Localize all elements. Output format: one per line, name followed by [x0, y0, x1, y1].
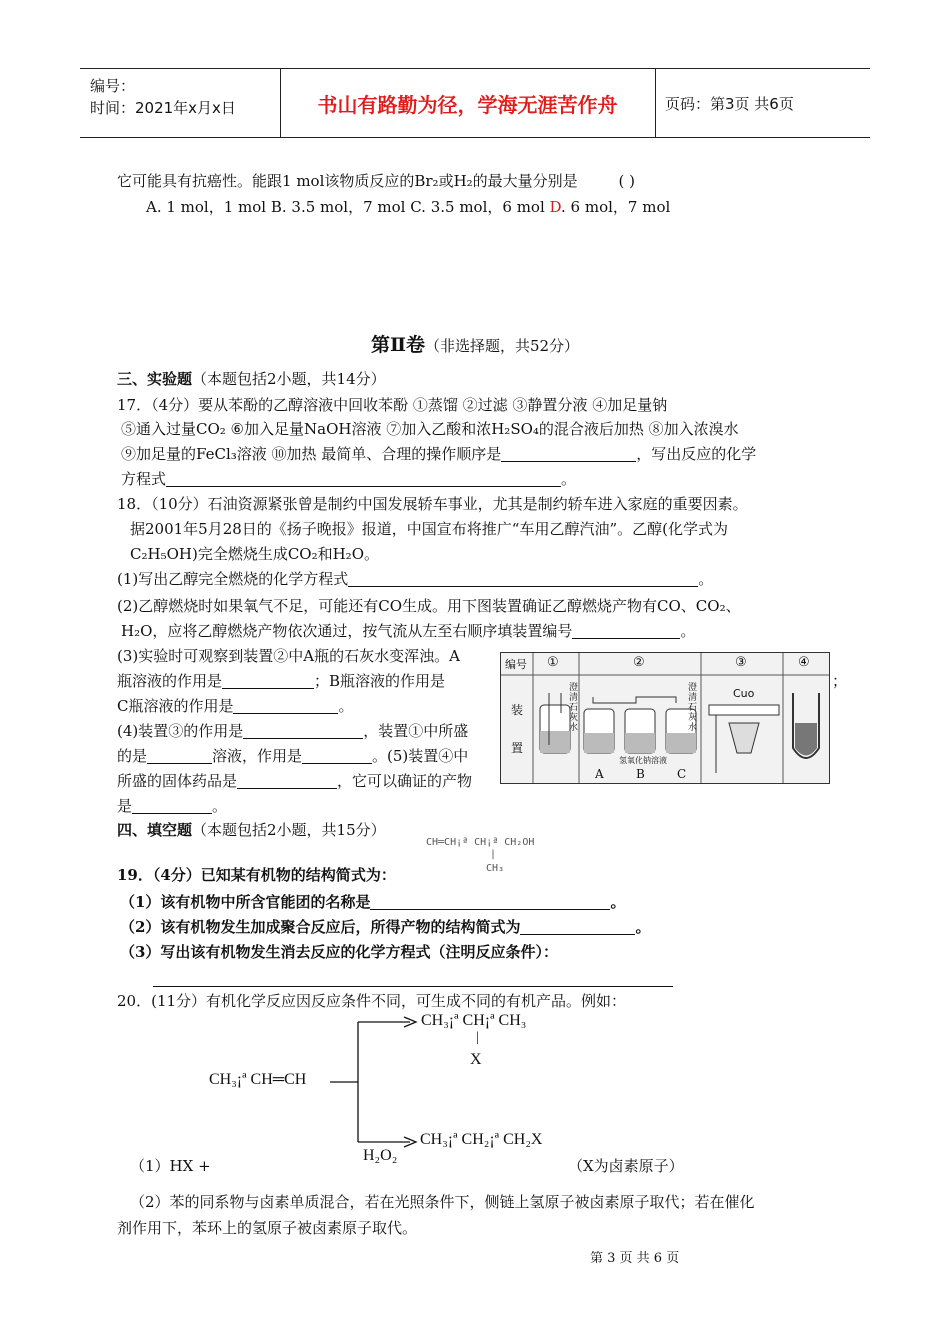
naoh-label: 氢氧化钠溶液 [619, 756, 667, 765]
q18-line2: 据2001年5月28日的《扬子晚报》报道，中国宣布将推广“车用乙醇汽油”。乙醇(化学式为 [130, 520, 728, 538]
header-date: 时间：2021年x月x日 [90, 99, 236, 117]
q18-answer-blank-2[interactable] [572, 622, 680, 639]
q18-part4-line2 [117, 745, 468, 767]
q16-option-d-text: . 6 mol，7 mol [561, 198, 671, 216]
q20-part1: （1）HX + [130, 1157, 211, 1175]
q20-product-1: CH₃¡ª CH¡ª CH₃ [421, 1012, 527, 1029]
q18-line3: C₂H₅OH)完全燃烧生成CO₂和H₂O。 [130, 545, 379, 563]
apparatus-label-num: 编号 [505, 658, 527, 671]
q18-part2-line2 [121, 620, 695, 642]
section4-title: 四、填空题 [117, 821, 193, 839]
cuo-label: Cuo [733, 687, 755, 700]
q18-part3-end: 。 [338, 697, 354, 715]
apparatus-num-1: ① [547, 655, 559, 670]
q20-line1: 20．(11分）有机化学反应因反应条件不同，可生成不同的有机产品。例如： [117, 992, 627, 1010]
q20-product-1-bar: | [476, 1030, 479, 1045]
q18-part4-c-text: 的是 [117, 747, 148, 765]
limewater-label-1: 澄清石灰水 [569, 683, 579, 733]
header-meta [90, 75, 236, 119]
q19-part3: （3）写出该有机物发生消去反应的化学方程式（注明反应条件）： [120, 943, 558, 961]
section4-desc: （本题包括2小题，共15分） [192, 821, 386, 839]
q18-part3-a-text: 瓶溶液的作用是 [117, 672, 223, 690]
q20-reactant: CH₃¡ª CH═CH [209, 1071, 307, 1088]
bottle-b [625, 709, 655, 753]
q18-part4-tail: ，装置①中所盛 [363, 722, 469, 740]
q17-answer-blank-equation[interactable] [166, 470, 561, 487]
section3-desc: （本题包括2小题，共14分） [192, 370, 386, 388]
q18-part1-text: (1)写出乙醇完全燃烧的化学方程式 [117, 570, 349, 588]
q19-part2-text: （2）该有机物发生加成聚合反应后，所得产物的结构简式为 [120, 918, 521, 936]
part2-subtitle: （非选择题，共52分） [424, 337, 580, 355]
q17-line3 [121, 443, 756, 465]
q16-options-abc: A. 1 mol，1 mol B. 3.5 mol，7 mol C. 3.5 mol，6 mol [146, 198, 550, 216]
q18-part3-semicolon: ； [832, 672, 848, 690]
q19-structure-bar: | [490, 849, 497, 860]
q17-line3-text: ⑨加足量的FeCl₃溶液 ⑩加热 最简单、合理的操作顺序是 [121, 445, 502, 463]
q16-answer-paren: ( ) [618, 172, 635, 190]
q19-answer-blank-1[interactable] [370, 893, 610, 910]
q18-part3-line3 [117, 695, 354, 717]
bottle-a-label: A [595, 767, 604, 781]
q20-product-2: CH₃¡ª CH₂¡ª CH₂X [420, 1131, 543, 1148]
q19-structure-top: CH═CH¡ª CH¡ª CH₂OH [426, 837, 535, 848]
footer-page-number: 第 3 页 共 6 页 [590, 1251, 680, 1266]
u-tube-device [793, 693, 819, 758]
q18-part5-line1 [117, 770, 472, 792]
apparatus-figure [500, 652, 830, 784]
q16-stem [117, 170, 635, 192]
bottle-device-1 [540, 693, 570, 753]
bottle-b-label: B [636, 767, 645, 781]
section3-heading [117, 368, 386, 390]
q17-line1: 17．（4分）要从苯酚的乙醇溶液中回收苯酚 ①蒸馏 ②过滤 ③静置分液 ④加足量钠 [117, 396, 668, 414]
q18-answer-blank-5b[interactable] [132, 797, 212, 814]
q18-part3-c-text: C瓶溶液的作用是 [117, 697, 234, 715]
q18-line1: 18．（10分）石油资源紧张曾是制约中国发展轿车事业，尤其是制约轿车进入家庭的重要因素。 [117, 495, 748, 513]
apparatus-num-4: ④ [798, 655, 810, 670]
bottle-a [584, 709, 614, 753]
q19-part1 [120, 891, 625, 913]
q19-part1-end: 。 [610, 893, 626, 911]
q19-part2-end: 。 [635, 918, 651, 936]
q20-condition: H₂O₂ [363, 1147, 398, 1164]
q18-part5-tail: ，它可以确证的产物 [337, 772, 473, 790]
q17-line4-end: 。 [561, 470, 577, 488]
q17-answer-blank-order[interactable] [501, 445, 636, 462]
page-header [80, 68, 870, 138]
q16-options [146, 196, 670, 218]
apparatus-num-2: ② [633, 655, 645, 670]
header-page-info: 页码：第3页 共6页 [665, 94, 794, 113]
q18-part5-end: 。 [212, 797, 228, 815]
q18-answer-blank-4c[interactable] [302, 747, 372, 764]
q20-product-1-x: X [470, 1051, 482, 1068]
q19-part2 [120, 916, 650, 938]
q18-part4-e-text: 。(5)装置④中 [372, 747, 469, 765]
q17-line2: ⑤通入过量CO₂ ⑥加入足量NaOH溶液 ⑦加入乙酸和浓H₂SO₄的混合液后加热 ⑧加入浓溴水 [121, 420, 739, 438]
q18-part3-line1: (3)实验时可观察到装置②中A瓶的石灰水变浑浊。A [117, 647, 460, 665]
connecting-tubes [593, 697, 676, 703]
q18-answer-blank-3c[interactable] [233, 697, 338, 714]
q19-structure-bottom: CH₃ [486, 863, 505, 874]
q18-part5-line2 [117, 795, 227, 817]
q18-part4-d-text: 溶液，作用是 [212, 747, 303, 765]
section3-title: 三、实验题 [117, 370, 193, 388]
q18-part1-end: 。 [698, 570, 714, 588]
q20-part2-line1: （2）苯的同系物与卤素单质混合，若在光照条件下，侧链上氢原子被卤素原子取代；若在催化 [130, 1193, 755, 1211]
limewater-label-2: 澄清石灰水 [688, 683, 698, 733]
q20-reaction-arrows [330, 1012, 430, 1152]
q18-part4-text: (4)装置③的作用是 [117, 722, 244, 740]
q18-part3-line2 [117, 670, 445, 692]
q19-answer-blank-3[interactable] [153, 970, 673, 987]
q16-stem-text: 它可能具有抗癌性。能跟1 mol该物质反应的Br₂或H₂的最大量分别是 [117, 172, 578, 190]
q18-answer-blank-4a[interactable] [243, 722, 363, 739]
q18-part4-line1 [117, 720, 468, 742]
q18-answer-blank-1[interactable] [348, 570, 698, 587]
q20-part2-line2: 剂作用下，苯环上的氢原子被卤素原子取代。 [117, 1219, 418, 1237]
q18-part5-is: 是 [117, 797, 133, 815]
q18-answer-blank-5a[interactable] [237, 772, 337, 789]
part2-title-main: 第Ⅱ卷 [370, 334, 425, 356]
apparatus-label-dev: 装 [511, 703, 524, 717]
q19-line1: 19．（4分）已知某有机物的结构简式为： [117, 866, 396, 884]
cuo-tube-device [709, 705, 779, 773]
q18-part2-text: H₂O，应将乙醇燃烧产物依次通过，按气流从左至右顺序填装置编号 [121, 622, 573, 640]
header-code: 编号： [90, 77, 136, 95]
section4-heading [117, 819, 386, 841]
header-motto: 书山有路勤为径，学海无涯苦作舟 [317, 92, 618, 117]
q18-part2-line1: (2)乙醇燃烧时如果氧气不足，可能还有CO生成。用下图装置确证乙醇燃烧产物有CO、CO₂、 [117, 597, 741, 615]
apparatus-num-3: ③ [735, 655, 747, 670]
q17-line3-tail: ，写出反应的化学 [636, 445, 757, 463]
q18-part5-text: 所盛的固体药品是 [117, 772, 238, 790]
q19-answer-blank-2[interactable] [520, 918, 635, 935]
q16-option-d-letter: D [549, 198, 562, 216]
bottle-c-label: C [677, 767, 687, 781]
q17-line4 [121, 468, 576, 490]
q18-part3-b-text: ；B瓶溶液的作用是 [314, 672, 446, 690]
header-divider-right [655, 69, 656, 137]
part2-title [0, 330, 950, 357]
apparatus-label-dev2: 置 [511, 741, 524, 755]
q19-part1-text: （1）该有机物中所含官能团的名称是 [120, 893, 371, 911]
q18-answer-blank-3a[interactable] [222, 672, 314, 689]
q18-part2-end: 。 [680, 622, 696, 640]
q18-answer-blank-4b[interactable] [147, 747, 212, 764]
q18-part1 [117, 568, 713, 590]
q20-part1-note: （X为卤素原子） [568, 1157, 684, 1175]
q17-line4-text: 方程式 [121, 470, 167, 488]
